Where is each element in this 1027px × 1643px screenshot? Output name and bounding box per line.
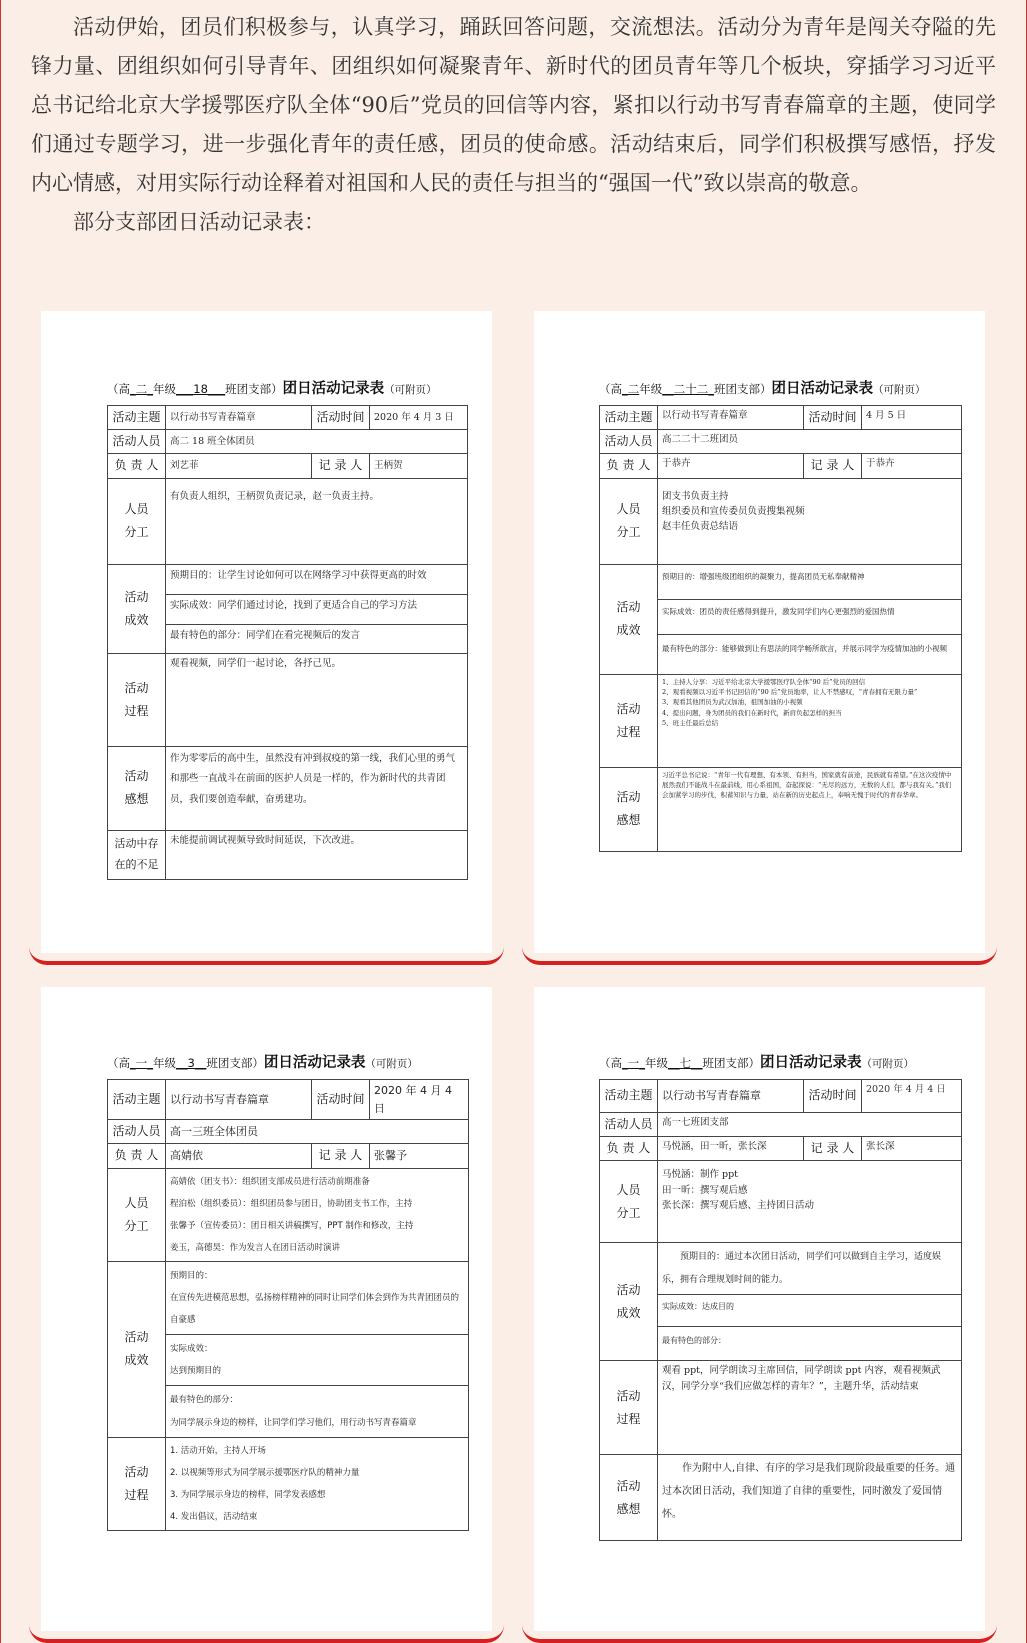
value-recorder: 于恭卉: [862, 454, 962, 478]
effect-goal: 预期目的：让学生讨论如何可以在网络学习中获得更高的时效: [166, 565, 467, 595]
value-people: 高二 18 班全体团员: [166, 430, 468, 454]
record-table: [107, 405, 468, 880]
value-leader: 于恭卉: [658, 454, 804, 478]
record-table: [599, 405, 962, 852]
record-sheet: [599, 377, 962, 852]
sheet-title: （高_二_年级___18___班团支部）团日活动记录表（可附页）: [107, 381, 437, 397]
label-process: 活动 过程: [600, 674, 658, 767]
record-sheet: [107, 1051, 469, 1531]
intro-paragraph: 活动伊始，团员们积极参与，认真学习，踊跃回答问题，交流想法。活动分为青年是闯关夺隘的先锋力量、团组织如何引导青年、团组织如何凝聚青年、新时代的团员青年等几个板块，穿插学习习近平总书记给北京大学援鄂医疗队全体“90后”党员的回信等内容，紧扣以行动书写青春篇章的主题，使同学们通过专题学习，进一步强化青年的责任感，团员的使命感。活动结束后，同学们积极撰写感悟，抒发内心情感，对用实际行动诠释着对祖国和人民的责任与担当的“强国一代”致以崇高的敬意。: [31, 15, 996, 195]
effect-highlight: 最有特色的部分： 为同学展示身边的榜样，让同学们学习他们，用行动书写青春篇章: [170, 1395, 417, 1428]
label-process: 活动 过程: [600, 1361, 658, 1455]
value-time: 2020 年 4 月 4 日: [862, 1080, 962, 1113]
label-time: 活动时间: [312, 1080, 370, 1120]
effect-goal: 预期目的：增强班级团组织的凝聚力，提高团员无私奉献精神: [658, 565, 961, 600]
effect-goal: 预期目的： 在宣传先进模范思想，弘扬榜样精神的同时让同学们体会到作为共青团团员的自豪感: [166, 1262, 468, 1335]
label-division: 人员 分工: [108, 1168, 166, 1261]
label-time: 活动时间: [804, 406, 862, 430]
intro-text: [31, 8, 996, 242]
label-people: 活动人员: [600, 1113, 658, 1137]
label-topic: 活动主题: [600, 406, 658, 430]
value-people: 高一三班全体团员: [166, 1120, 469, 1144]
value-effect: [658, 1243, 962, 1361]
value-leader: 马悦涵，田一昕，张长深: [658, 1137, 804, 1161]
record-sheet: [107, 377, 468, 880]
value-time: 4 月 5 日: [862, 406, 962, 430]
value-division: 马悦涵：制作 ppt 田一昕：撰写观后感 张长深：撰写观后感、主持团日活动: [658, 1161, 962, 1243]
record-card-3: [41, 987, 492, 1631]
sheet-title: （高_一_年级__3__班团支部）团日活动记录表（可附页）: [107, 1055, 418, 1071]
label-effect: 活动 成效: [600, 1243, 658, 1361]
label-recorder: 记 录 人: [804, 454, 862, 478]
value-effect: [166, 564, 468, 653]
effect-result: 实际成效：同学们通过讨论，找到了更适合自己的学习方法: [166, 595, 467, 625]
value-time: 2020 年 4 月 4 日: [370, 1080, 469, 1120]
record-card-2: [534, 311, 985, 953]
value-time: 2020 年 4 月 3 日: [370, 406, 468, 430]
label-leader: 负 责 人: [108, 1144, 166, 1168]
record-sheet: [599, 1051, 962, 1541]
label-division: 人员 分工: [108, 478, 166, 564]
value-process: 1. 活动开始，主持人开场 2. 以视频等形式为同学展示援鄂医疗队的精神力量 3. 为同学展示身边的榜样，同学发表感想 4. 发出倡议，活动结束: [166, 1437, 469, 1530]
value-topic: 以行动书写青春篇章: [658, 1080, 804, 1113]
value-recorder: 王柄贺: [370, 454, 468, 478]
value-division: 有负责人组织，王柄贺负责记录，赵一负责主持。: [166, 478, 468, 564]
label-topic: 活动主题: [600, 1080, 658, 1113]
label-leader: 负 责 人: [600, 1137, 658, 1161]
value-division: 高婧依（团支书）：组织团支部成员进行活动前期准备 程泊松（组织委员）：组织团员参与团日，协助团支书工作，主持 张馨予（宣传委员）：团日相关讲稿撰写，PPT 制作和修改，主持 姜玉，高德昊：作为发言人在团日活动时演讲: [166, 1168, 469, 1261]
sheet-title: （高_一_年级__七__班团支部）团日活动记录表（可附页）: [599, 1055, 914, 1071]
sheet-title: （高_二年级__二十二_班团支部）团日活动记录表（可附页）: [599, 381, 926, 397]
effect-highlight: 最有特色的部分：同学们在看完视频后的发言: [170, 629, 361, 641]
value-division: 团支书负责主持 组织委员和宣传委员负责搜集视频 赵丰任负责总结语: [658, 478, 962, 564]
label-process: 活动 过程: [108, 653, 166, 746]
card-curve: [29, 1617, 504, 1643]
label-recorder: 记 录 人: [312, 1144, 370, 1168]
label-recorder: 记 录 人: [312, 454, 370, 478]
label-leader: 负 责 人: [108, 454, 166, 478]
label-topic: 活动主题: [108, 406, 166, 430]
effect-highlight: 最有特色的部分：: [662, 1336, 726, 1346]
value-leader: 高婧依: [166, 1144, 312, 1168]
label-process: 活动 过程: [108, 1437, 166, 1530]
value-topic: 以行动书写青春篇章: [658, 406, 804, 430]
value-shortcoming: 未能提前调试视频导致时间延误，下次改进。: [166, 830, 468, 879]
label-division: 人员 分工: [600, 478, 658, 564]
label-recorder: 记 录 人: [804, 1137, 862, 1161]
value-topic: 以行动书写青春篇章: [166, 406, 312, 430]
label-effect: 活动 成效: [108, 564, 166, 653]
label-people: 活动人员: [108, 430, 166, 454]
label-people: 活动人员: [600, 430, 658, 454]
value-topic: 以行动书写青春篇章: [166, 1080, 312, 1120]
value-people: 高二二十二班团员: [658, 430, 962, 454]
record-table: [599, 1079, 962, 1541]
record-card-4: [534, 987, 985, 1631]
value-effect: [166, 1261, 469, 1437]
value-process: 1、主持人分享：习近平给北京大学援鄂医疗队全体“90 后”党员的回信 2、观看视频以习近平书记回信的“90 后”党员地率，让人不禁感叹，“青春拥有无限力量” 3、观看其他团员为武汉加油，祖国加油的小视频 4、提出问题，身为团员的我们在新时代，新肩负起怎样的担当 5、班主任最后总结: [658, 674, 962, 767]
value-feeling: 习近平总书记说：“青年一代有理想、有本领、有担当，国家就有前途，民族就有希望。”在这次疫情中展然我们不能战斗在最前线，用心系祖国，奋起探说：“无尽的远方，无数的人们，都与我有关。”我们会加紧学习的步伐，积蓄知识与力量，站在新的历史起点上，奉响无愧于时代的青春华章。: [658, 767, 962, 851]
value-recorder: 张长深: [862, 1137, 962, 1161]
label-leader: 负 责 人: [600, 454, 658, 478]
card-curve: [29, 939, 504, 965]
label-topic: 活动主题: [108, 1080, 166, 1120]
label-effect: 活动 成效: [600, 564, 658, 674]
value-effect: [658, 564, 962, 674]
label-effect: 活动 成效: [108, 1261, 166, 1437]
label-shortcoming: 活动中存 在的不足: [108, 830, 166, 879]
intro-caption: 部分支部团日活动记录表：: [73, 210, 325, 234]
value-recorder: 张馨予: [370, 1144, 469, 1168]
card-curve: [522, 939, 997, 965]
label-people: 活动人员: [108, 1120, 166, 1144]
label-division: 人员 分工: [600, 1161, 658, 1243]
card-curve: [522, 1617, 997, 1643]
value-feeling: 作为零零后的高中生，虽然没有冲到叔疫的第一线，我们心里的勇气和那些一直战斗在前面的医护人员是一样的，作为新时代的共青团员，我们要创造奉献，奋勇建功。: [166, 746, 468, 830]
record-table: [107, 1079, 469, 1531]
value-process: 观看视频，同学们一起讨论，各抒己见。: [166, 653, 468, 746]
record-card-1: [41, 311, 492, 953]
label-feeling: 活动 感想: [600, 767, 658, 851]
effect-highlight: 最有特色的部分：能够做到让有思法的同学畅所欲言，并展示同学为疫情加油的小视频: [662, 643, 947, 653]
label-time: 活动时间: [804, 1080, 862, 1113]
effect-goal: 预期目的：通过本次团日活动，同学们可以做到自主学习，适度娱乐，拥有合理规划时间的能力。: [658, 1243, 961, 1295]
effect-result: 实际成效：达成目的: [658, 1295, 961, 1327]
label-time: 活动时间: [312, 406, 370, 430]
effect-result: 实际成效： 达到预期目的: [166, 1335, 468, 1386]
effect-result: 实际成效：团员的责任感得到提升，激发同学们内心更强烈的爱国热情: [658, 600, 961, 635]
label-feeling: 活动 感想: [108, 746, 166, 830]
label-feeling: 活动 感想: [600, 1455, 658, 1541]
value-feeling: 作为附中人,自律、有序的学习是我们现阶段最重要的任务。通过本次团日活动，我们知道了自律的重要性，同时激发了爱国情怀。: [658, 1455, 962, 1541]
value-people: 高一七班团支部: [658, 1113, 962, 1137]
value-leader: 刘艺菲: [166, 454, 312, 478]
value-process: 观看 ppt，同学朗读习主席回信，同学朗读 ppt 内容，观看视频武汉，同学分享“我们应做怎样的青年？”，主题升华，活动结束: [658, 1361, 962, 1455]
